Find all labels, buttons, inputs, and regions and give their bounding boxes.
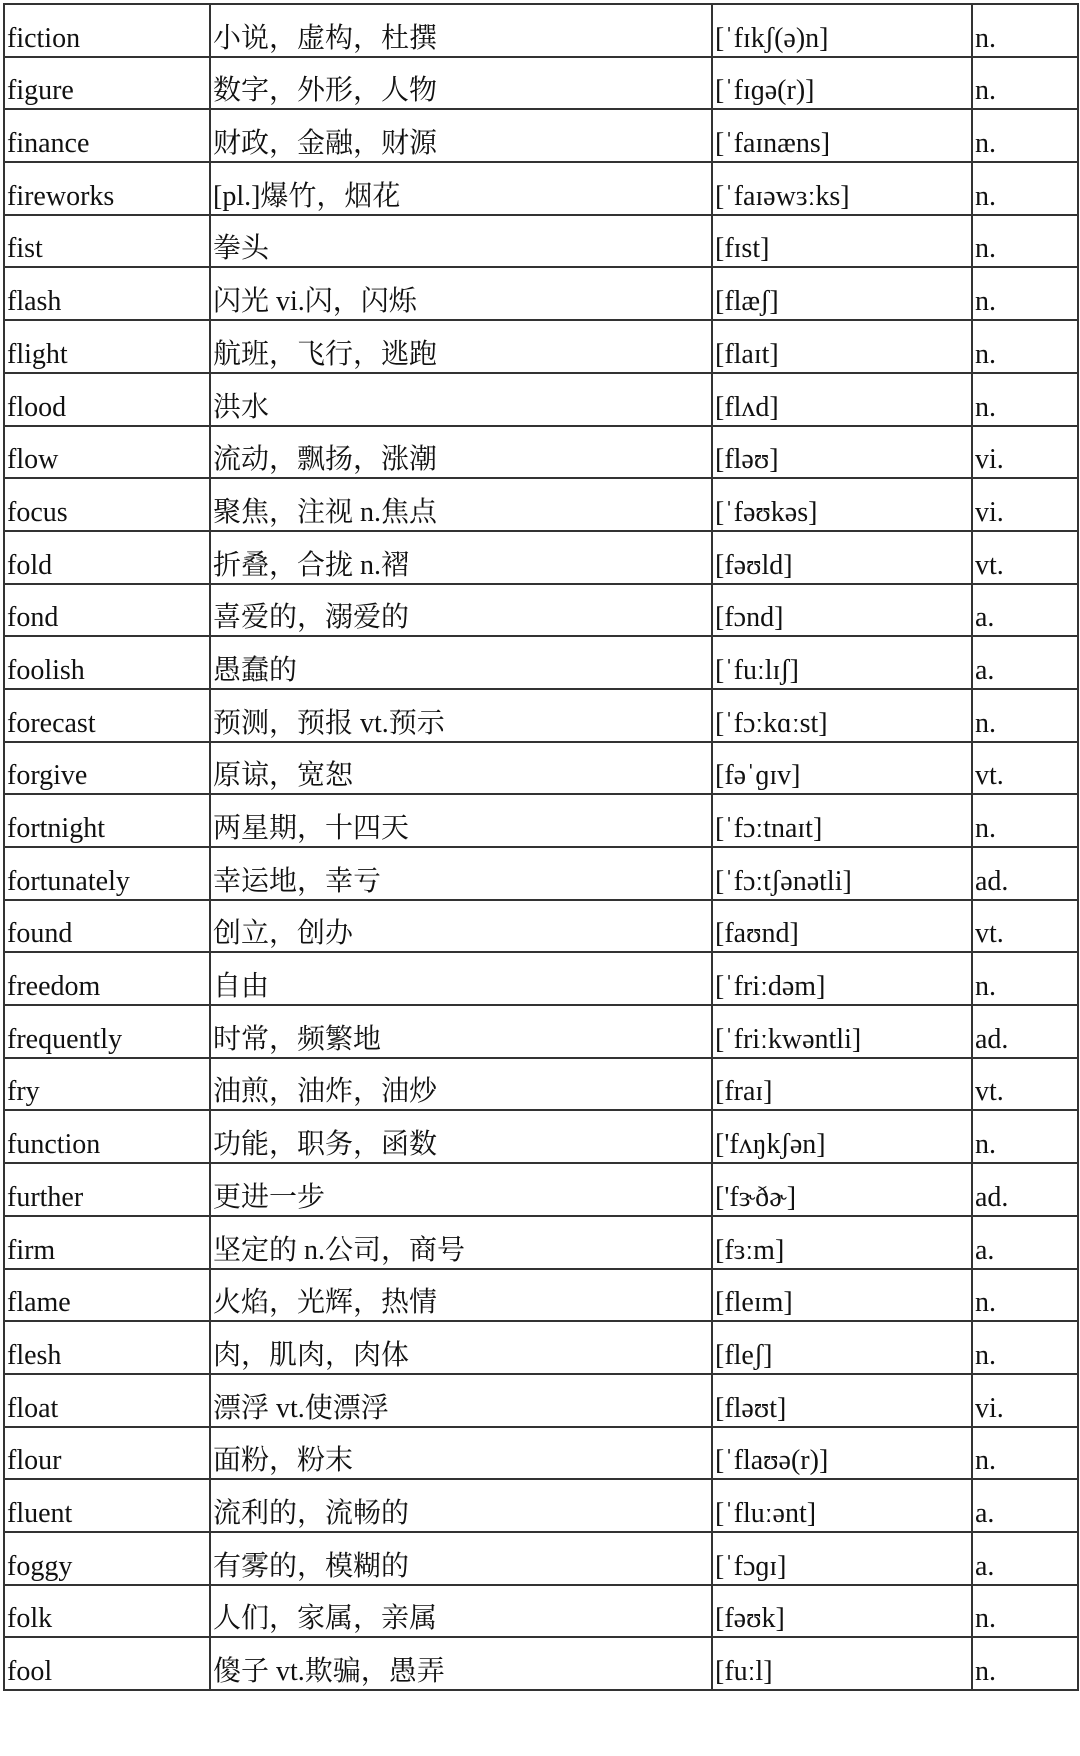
- word-cell: fortnight: [4, 794, 210, 847]
- meaning-cell: 功能，职务，函数: [210, 1110, 712, 1163]
- word-cell: fist: [4, 215, 210, 268]
- table-row: [4, 847, 1078, 900]
- table-row: [4, 320, 1078, 373]
- part-of-speech-cell: a.: [972, 584, 1078, 637]
- table-row: [4, 1532, 1078, 1585]
- table-row: [4, 636, 1078, 689]
- part-of-speech-cell: n.: [972, 320, 1078, 373]
- word-cell: fry: [4, 1058, 210, 1111]
- part-of-speech-cell: n.: [972, 1110, 1078, 1163]
- table-row: [4, 742, 1078, 795]
- meaning-cell: 面粉，粉末: [210, 1427, 712, 1480]
- word-cell: figure: [4, 57, 210, 110]
- table-row: [4, 478, 1078, 531]
- phonetic-cell: ['fʌŋkʃən]: [712, 1110, 972, 1163]
- word-cell: fold: [4, 531, 210, 584]
- table-row: [4, 1058, 1078, 1111]
- phonetic-cell: [ˈfuːlɪʃ]: [712, 636, 972, 689]
- part-of-speech-cell: ad.: [972, 1163, 1078, 1216]
- phonetic-cell: [fraɪ]: [712, 1058, 972, 1111]
- table-row: [4, 1216, 1078, 1269]
- phonetic-cell: [fuːl]: [712, 1637, 972, 1690]
- phonetic-cell: [ˈfaɪnæns]: [712, 109, 972, 162]
- meaning-cell: 流动，飘扬，涨潮: [210, 426, 712, 479]
- word-cell: fool: [4, 1637, 210, 1690]
- meaning-cell: 自由: [210, 952, 712, 1005]
- phonetic-cell: [fəˈɡɪv]: [712, 742, 972, 795]
- table-row: [4, 1374, 1078, 1427]
- table-row: [4, 1637, 1078, 1690]
- part-of-speech-cell: n.: [972, 794, 1078, 847]
- table-row: [4, 162, 1078, 215]
- meaning-cell: 肉，肌肉，肉体: [210, 1321, 712, 1374]
- part-of-speech-cell: vt.: [972, 742, 1078, 795]
- table-row: [4, 1321, 1078, 1374]
- meaning-cell: 闪光 vi.闪，闪烁: [210, 267, 712, 320]
- word-cell: fortunately: [4, 847, 210, 900]
- table-row: [4, 373, 1078, 426]
- phonetic-cell: [fləʊ]: [712, 426, 972, 479]
- meaning-cell: 傻子 vt.欺骗，愚弄: [210, 1637, 712, 1690]
- word-cell: forgive: [4, 742, 210, 795]
- table-row: [4, 4, 1078, 57]
- phonetic-cell: [fɜːm]: [712, 1216, 972, 1269]
- word-cell: flood: [4, 373, 210, 426]
- part-of-speech-cell: vi.: [972, 426, 1078, 479]
- meaning-cell: 小说，虚构，杜撰: [210, 4, 712, 57]
- phonetic-cell: [ˈfɔɡɪ]: [712, 1532, 972, 1585]
- part-of-speech-cell: a.: [972, 1216, 1078, 1269]
- part-of-speech-cell: a.: [972, 1479, 1078, 1532]
- meaning-cell: 油煎，油炸，油炒: [210, 1058, 712, 1111]
- meaning-cell: 时常，频繁地: [210, 1005, 712, 1058]
- word-cell: forecast: [4, 689, 210, 742]
- meaning-cell: 两星期，十四天: [210, 794, 712, 847]
- phonetic-cell: [ˈfaɪəwɜːks]: [712, 162, 972, 215]
- meaning-cell: 更进一步: [210, 1163, 712, 1216]
- word-cell: function: [4, 1110, 210, 1163]
- word-cell: flame: [4, 1269, 210, 1322]
- meaning-cell: 折叠，合拢 n.褶: [210, 531, 712, 584]
- table-row: [4, 1163, 1078, 1216]
- table-row: [4, 952, 1078, 1005]
- table-row: [4, 109, 1078, 162]
- word-cell: flash: [4, 267, 210, 320]
- phonetic-cell: [ˈfriːkwəntli]: [712, 1005, 972, 1058]
- meaning-cell: 预测，预报 vt.预示: [210, 689, 712, 742]
- meaning-cell: 人们，家属，亲属: [210, 1585, 712, 1638]
- vocabulary-table: [3, 3, 1079, 1691]
- part-of-speech-cell: n.: [972, 1427, 1078, 1480]
- phonetic-cell: [ˈfɪɡə(r)]: [712, 57, 972, 110]
- part-of-speech-cell: n.: [972, 952, 1078, 1005]
- word-cell: freedom: [4, 952, 210, 1005]
- part-of-speech-cell: n.: [972, 57, 1078, 110]
- meaning-cell: 聚焦，注视 n.焦点: [210, 478, 712, 531]
- part-of-speech-cell: n.: [972, 1585, 1078, 1638]
- phonetic-cell: [faʊnd]: [712, 900, 972, 953]
- part-of-speech-cell: ad.: [972, 847, 1078, 900]
- word-cell: flour: [4, 1427, 210, 1480]
- word-cell: folk: [4, 1585, 210, 1638]
- table-row: [4, 1479, 1078, 1532]
- table-row: [4, 57, 1078, 110]
- phonetic-cell: [fəʊk]: [712, 1585, 972, 1638]
- word-cell: focus: [4, 478, 210, 531]
- part-of-speech-cell: a.: [972, 1532, 1078, 1585]
- meaning-cell: 航班，飞行，逃跑: [210, 320, 712, 373]
- meaning-cell: 洪水: [210, 373, 712, 426]
- meaning-cell: 坚定的 n.公司，商号: [210, 1216, 712, 1269]
- phonetic-cell: [ˈfɔːtʃənətli]: [712, 847, 972, 900]
- word-cell: firm: [4, 1216, 210, 1269]
- part-of-speech-cell: vt.: [972, 531, 1078, 584]
- phonetic-cell: [ˈfluːənt]: [712, 1479, 972, 1532]
- meaning-cell: 有雾的，模糊的: [210, 1532, 712, 1585]
- word-cell: further: [4, 1163, 210, 1216]
- part-of-speech-cell: n.: [972, 689, 1078, 742]
- part-of-speech-cell: n.: [972, 109, 1078, 162]
- word-cell: flesh: [4, 1321, 210, 1374]
- part-of-speech-cell: ad.: [972, 1005, 1078, 1058]
- table-row: [4, 426, 1078, 479]
- phonetic-cell: [fləʊt]: [712, 1374, 972, 1427]
- meaning-cell: 幸运地，幸亏: [210, 847, 712, 900]
- part-of-speech-cell: vt.: [972, 900, 1078, 953]
- table-row: [4, 531, 1078, 584]
- table-row: [4, 584, 1078, 637]
- vocabulary-table-body: [4, 4, 1078, 1690]
- phonetic-cell: ['fɝðɚ]: [712, 1163, 972, 1216]
- part-of-speech-cell: n.: [972, 267, 1078, 320]
- meaning-cell: 漂浮 vt.使漂浮: [210, 1374, 712, 1427]
- phonetic-cell: [ˈfɔːtnaɪt]: [712, 794, 972, 847]
- word-cell: fiction: [4, 4, 210, 57]
- word-cell: flight: [4, 320, 210, 373]
- table-row: [4, 794, 1078, 847]
- phonetic-cell: [flaɪt]: [712, 320, 972, 373]
- meaning-cell: 数字，外形，人物: [210, 57, 712, 110]
- word-cell: float: [4, 1374, 210, 1427]
- table-row: [4, 215, 1078, 268]
- meaning-cell: 火焰，光辉，热情: [210, 1269, 712, 1322]
- word-cell: fond: [4, 584, 210, 637]
- part-of-speech-cell: n.: [972, 373, 1078, 426]
- part-of-speech-cell: n.: [972, 1637, 1078, 1690]
- phonetic-cell: [ˈflaʊə(r)]: [712, 1427, 972, 1480]
- phonetic-cell: [flæʃ]: [712, 267, 972, 320]
- table-row: [4, 900, 1078, 953]
- part-of-speech-cell: vi.: [972, 478, 1078, 531]
- word-cell: foggy: [4, 1532, 210, 1585]
- phonetic-cell: [ˈfriːdəm]: [712, 952, 972, 1005]
- meaning-cell: 愚蠢的: [210, 636, 712, 689]
- meaning-cell: 喜爱的，溺爱的: [210, 584, 712, 637]
- phonetic-cell: [flʌd]: [712, 373, 972, 426]
- part-of-speech-cell: n.: [972, 215, 1078, 268]
- table-row: [4, 1005, 1078, 1058]
- part-of-speech-cell: n.: [972, 1321, 1078, 1374]
- word-cell: fluent: [4, 1479, 210, 1532]
- meaning-cell: 财政，金融，财源: [210, 109, 712, 162]
- word-cell: flow: [4, 426, 210, 479]
- meaning-cell: 原谅，宽恕: [210, 742, 712, 795]
- word-cell: fireworks: [4, 162, 210, 215]
- phonetic-cell: [fleɪm]: [712, 1269, 972, 1322]
- word-cell: frequently: [4, 1005, 210, 1058]
- phonetic-cell: [ˈfɔːkɑːst]: [712, 689, 972, 742]
- part-of-speech-cell: vi.: [972, 1374, 1078, 1427]
- phonetic-cell: [fleʃ]: [712, 1321, 972, 1374]
- word-cell: finance: [4, 109, 210, 162]
- part-of-speech-cell: n.: [972, 4, 1078, 57]
- word-cell: found: [4, 900, 210, 953]
- table-row: [4, 1110, 1078, 1163]
- part-of-speech-cell: a.: [972, 636, 1078, 689]
- part-of-speech-cell: n.: [972, 162, 1078, 215]
- phonetic-cell: [fɪst]: [712, 215, 972, 268]
- part-of-speech-cell: n.: [972, 1269, 1078, 1322]
- phonetic-cell: [ˈfɪkʃ(ə)n]: [712, 4, 972, 57]
- phonetic-cell: [fɔnd]: [712, 584, 972, 637]
- meaning-cell: 创立，创办: [210, 900, 712, 953]
- phonetic-cell: [fəʊld]: [712, 531, 972, 584]
- table-row: [4, 267, 1078, 320]
- table-row: [4, 689, 1078, 742]
- word-cell: foolish: [4, 636, 210, 689]
- phonetic-cell: [ˈfəʊkəs]: [712, 478, 972, 531]
- meaning-cell: [pl.]爆竹，烟花: [210, 162, 712, 215]
- table-row: [4, 1427, 1078, 1480]
- meaning-cell: 拳头: [210, 215, 712, 268]
- table-row: [4, 1585, 1078, 1638]
- table-row: [4, 1269, 1078, 1322]
- part-of-speech-cell: vt.: [972, 1058, 1078, 1111]
- meaning-cell: 流利的，流畅的: [210, 1479, 712, 1532]
